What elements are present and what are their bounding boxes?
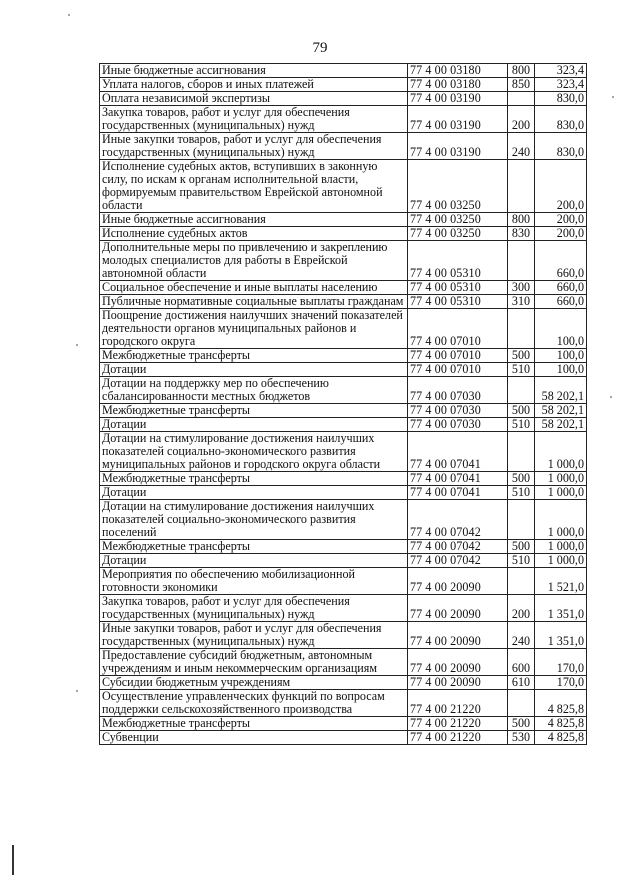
- table-row: [100, 676, 587, 690]
- row-expense-type: 830: [508, 227, 535, 241]
- table-row: [100, 377, 587, 404]
- row-amount: 323,4: [535, 64, 587, 78]
- row-expense-type: 500: [508, 472, 535, 486]
- row-amount: 170,0: [535, 676, 587, 690]
- row-expense-type: 510: [508, 418, 535, 432]
- row-amount: 100,0: [535, 363, 587, 377]
- row-name: Уплата налогов, сборов и иных платежей: [100, 78, 408, 92]
- row-code: 77 4 00 21220: [408, 731, 508, 745]
- row-expense-type: 500: [508, 349, 535, 363]
- row-code: 77 4 00 20090: [408, 676, 508, 690]
- table-row: [100, 363, 587, 377]
- row-name: Дотации: [100, 486, 408, 500]
- row-expense-type: 500: [508, 717, 535, 731]
- row-amount: 1 000,0: [535, 500, 587, 540]
- row-name: Социальное обеспечение и иные выплаты населению: [100, 281, 408, 295]
- row-expense-type: [508, 568, 535, 595]
- row-expense-type: 600: [508, 649, 535, 676]
- row-code: 77 4 00 07010: [408, 363, 508, 377]
- row-name: Мероприятия по обеспечению мобилизационной готовности экономики: [100, 568, 408, 595]
- row-amount: 660,0: [535, 241, 587, 281]
- row-code: 77 4 00 07041: [408, 486, 508, 500]
- row-amount: 100,0: [535, 309, 587, 349]
- row-expense-type: 240: [508, 622, 535, 649]
- row-expense-type: 610: [508, 676, 535, 690]
- table-row: [100, 432, 587, 472]
- table-row: [100, 213, 587, 227]
- row-code: 77 4 00 03180: [408, 64, 508, 78]
- table-row: [100, 649, 587, 676]
- row-name: Иные бюджетные ассигнования: [100, 64, 408, 78]
- row-expense-type: 500: [508, 404, 535, 418]
- row-code: 77 4 00 20090: [408, 649, 508, 676]
- page-number: 79: [312, 40, 328, 56]
- row-expense-type: 310: [508, 295, 535, 309]
- row-expense-type: 850: [508, 78, 535, 92]
- table-row: [100, 281, 587, 295]
- row-amount: 1 351,0: [535, 622, 587, 649]
- table-row: [100, 568, 587, 595]
- row-amount: 58 202,1: [535, 404, 587, 418]
- row-code: 77 4 00 07041: [408, 472, 508, 486]
- table-row: [100, 227, 587, 241]
- row-amount: 1 521,0: [535, 568, 587, 595]
- row-amount: 200,0: [535, 227, 587, 241]
- row-code: 77 4 00 03180: [408, 78, 508, 92]
- budget-table: [99, 63, 587, 745]
- row-amount: 660,0: [535, 295, 587, 309]
- row-expense-type: 500: [508, 540, 535, 554]
- row-name: Дотации на поддержку мер по обеспечению сбалансированности местных бюджетов: [100, 377, 408, 404]
- row-name: Публичные нормативные социальные выплаты гражданам: [100, 295, 408, 309]
- row-expense-type: 530: [508, 731, 535, 745]
- table-row: [100, 486, 587, 500]
- table-row: [100, 349, 587, 363]
- row-code: 77 4 00 03250: [408, 213, 508, 227]
- row-amount: 323,4: [535, 78, 587, 92]
- row-code: 77 4 00 20090: [408, 595, 508, 622]
- row-expense-type: [508, 160, 535, 213]
- table-row: [100, 418, 587, 432]
- row-code: 77 4 00 07042: [408, 540, 508, 554]
- row-expense-type: [508, 92, 535, 106]
- row-amount: 1 000,0: [535, 486, 587, 500]
- table-row: [100, 295, 587, 309]
- row-code: 77 4 00 05310: [408, 281, 508, 295]
- row-name: Иные закупки товаров, работ и услуг для обеспечения государственных (муниципальных) нужд: [100, 133, 408, 160]
- table-row: [100, 717, 587, 731]
- row-amount: 830,0: [535, 133, 587, 160]
- row-name: Иные бюджетные ассигнования: [100, 213, 408, 227]
- row-code: 77 4 00 03190: [408, 106, 508, 133]
- row-code: 77 4 00 07030: [408, 418, 508, 432]
- row-amount: 200,0: [535, 213, 587, 227]
- table-row: [100, 64, 587, 78]
- table-row: [100, 622, 587, 649]
- row-name: Предоставление субсидий бюджетным, автономным учреждениям и иным некоммерческим организациям: [100, 649, 408, 676]
- row-name: Исполнение судебных актов: [100, 227, 408, 241]
- row-name: Межбюджетные трансферты: [100, 404, 408, 418]
- row-amount: 830,0: [535, 106, 587, 133]
- row-amount: 1 000,0: [535, 472, 587, 486]
- row-expense-type: [508, 690, 535, 717]
- row-code: 77 4 00 03190: [408, 92, 508, 106]
- row-expense-type: 200: [508, 106, 535, 133]
- row-expense-type: 240: [508, 133, 535, 160]
- row-expense-type: [508, 309, 535, 349]
- row-amount: 4 825,8: [535, 690, 587, 717]
- row-code: 77 4 00 21220: [408, 717, 508, 731]
- row-code: 77 4 00 07042: [408, 500, 508, 540]
- row-name: Поощрение достижения наилучших значений показателей деятельности органов муниципальных районов и городского округа: [100, 309, 408, 349]
- scan-speck: [76, 690, 78, 692]
- table-row: [100, 595, 587, 622]
- row-amount: 4 825,8: [535, 731, 587, 745]
- table-row: [100, 92, 587, 106]
- row-expense-type: [508, 432, 535, 472]
- row-expense-type: 200: [508, 595, 535, 622]
- row-amount: 1 351,0: [535, 595, 587, 622]
- row-expense-type: [508, 241, 535, 281]
- binding-mark: [12, 845, 14, 875]
- row-code: 77 4 00 07041: [408, 432, 508, 472]
- row-amount: 100,0: [535, 349, 587, 363]
- row-amount: 200,0: [535, 160, 587, 213]
- row-name: Закупка товаров, работ и услуг для обеспечения государственных (муниципальных) нужд: [100, 595, 408, 622]
- row-amount: 1 000,0: [535, 554, 587, 568]
- row-amount: 1 000,0: [535, 540, 587, 554]
- table-row: [100, 540, 587, 554]
- row-amount: 58 202,1: [535, 418, 587, 432]
- row-code: 77 4 00 20090: [408, 622, 508, 649]
- table-row: [100, 160, 587, 213]
- row-expense-type: 800: [508, 64, 535, 78]
- row-expense-type: [508, 500, 535, 540]
- row-name: Дополнительные меры по привлечению и закреплению молодых специалистов для работы в Еврейской автономной области: [100, 241, 408, 281]
- row-expense-type: 800: [508, 213, 535, 227]
- row-amount: 1 000,0: [535, 432, 587, 472]
- row-amount: 58 202,1: [535, 377, 587, 404]
- table-row: [100, 241, 587, 281]
- table-row: [100, 690, 587, 717]
- row-name: Межбюджетные трансферты: [100, 540, 408, 554]
- table-row: [100, 500, 587, 540]
- row-code: 77 4 00 03250: [408, 227, 508, 241]
- table-row: [100, 554, 587, 568]
- scan-speck: [68, 14, 70, 16]
- row-expense-type: [508, 377, 535, 404]
- table-row: [100, 106, 587, 133]
- row-expense-type: 510: [508, 363, 535, 377]
- table-row: [100, 78, 587, 92]
- row-code: 77 4 00 21220: [408, 690, 508, 717]
- budget-table-body: [100, 64, 587, 745]
- row-code: 77 4 00 05310: [408, 295, 508, 309]
- row-amount: 4 825,8: [535, 717, 587, 731]
- row-name: Межбюджетные трансферты: [100, 349, 408, 363]
- row-code: 77 4 00 07030: [408, 377, 508, 404]
- row-name: Дотации: [100, 363, 408, 377]
- row-code: 77 4 00 05310: [408, 241, 508, 281]
- row-expense-type: 510: [508, 486, 535, 500]
- row-amount: 170,0: [535, 649, 587, 676]
- row-code: 77 4 00 03250: [408, 160, 508, 213]
- row-code: 77 4 00 20090: [408, 568, 508, 595]
- table-row: [100, 309, 587, 349]
- row-expense-type: 510: [508, 554, 535, 568]
- scan-speck: [76, 344, 78, 346]
- table-row: [100, 404, 587, 418]
- row-name: Межбюджетные трансферты: [100, 717, 408, 731]
- row-name: Дотации: [100, 418, 408, 432]
- row-name: Исполнение судебных актов, вступивших в законную силу, по искам к органам исполнительной власти, формируемым правительством Еврейской автономной области: [100, 160, 408, 213]
- row-name: Дотации на стимулирование достижения наилучших показателей социально-экономического развития муниципальных районов и городского округа области: [100, 432, 408, 472]
- row-code: 77 4 00 07010: [408, 349, 508, 363]
- row-code: 77 4 00 03190: [408, 133, 508, 160]
- row-code: 77 4 00 07030: [408, 404, 508, 418]
- row-name: Межбюджетные трансферты: [100, 472, 408, 486]
- row-code: 77 4 00 07042: [408, 554, 508, 568]
- row-name: Оплата независимой экспертизы: [100, 92, 408, 106]
- table-row: [100, 472, 587, 486]
- table-row: [100, 133, 587, 160]
- row-amount: 830,0: [535, 92, 587, 106]
- row-expense-type: 300: [508, 281, 535, 295]
- row-name: Субсидии бюджетным учреждениям: [100, 676, 408, 690]
- scan-speck: [610, 396, 612, 398]
- row-name: Дотации: [100, 554, 408, 568]
- row-name: Осуществление управленческих функций по вопросам поддержки сельскохозяйственного производства: [100, 690, 408, 717]
- row-code: 77 4 00 07010: [408, 309, 508, 349]
- row-name: Иные закупки товаров, работ и услуг для обеспечения государственных (муниципальных) нужд: [100, 622, 408, 649]
- row-amount: 660,0: [535, 281, 587, 295]
- table-row: [100, 731, 587, 745]
- row-name: Закупка товаров, работ и услуг для обеспечения государственных (муниципальных) нужд: [100, 106, 408, 133]
- row-name: Субвенции: [100, 731, 408, 745]
- row-name: Дотации на стимулирование достижения наилучших показателей социально-экономического развития поселений: [100, 500, 408, 540]
- scan-speck: [612, 96, 614, 98]
